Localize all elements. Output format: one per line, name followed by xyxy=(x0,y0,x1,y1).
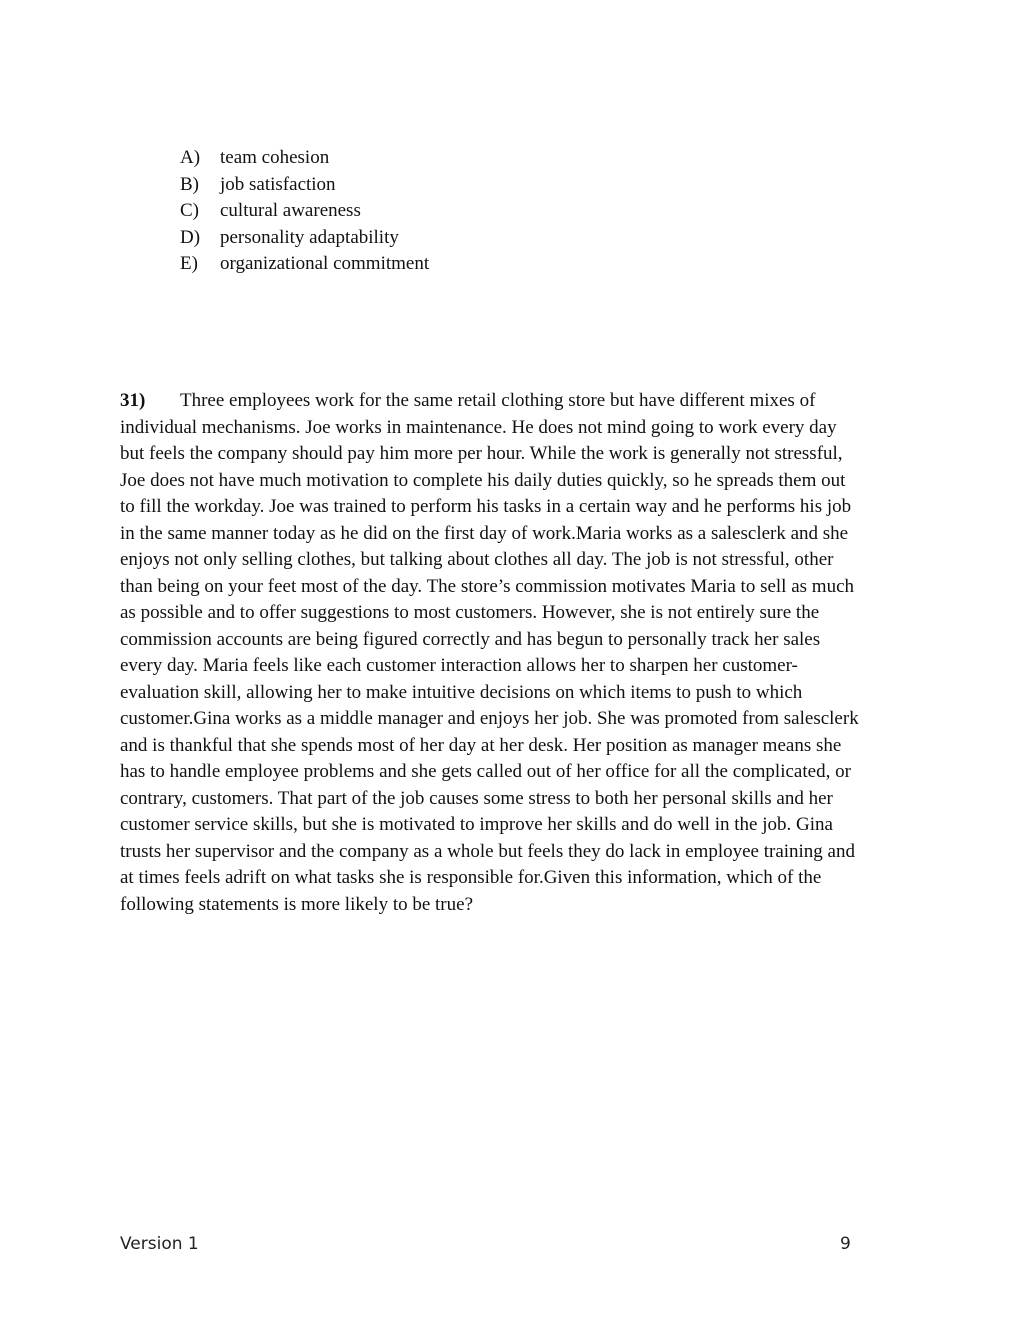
question-line: to fill the workday. Joe was trained to perform his tasks in a certain way and he performs his job xyxy=(120,496,852,517)
question-line: Joe does not have much motivation to complete his daily duties quickly, so he spreads them out xyxy=(120,469,846,491)
question-line: every day. Maria feels like each customer interaction allows her to sharpen her customer- xyxy=(120,655,798,676)
question-line: as possible and to offer suggestions to most customers. However, she is not entirely sure the xyxy=(120,602,820,623)
question-line: than being on your feet most of the day. The store’s commission motivates Maria to sell as much xyxy=(120,575,854,597)
question-line: commission accounts are being figured correctly and has begun to personally track her sales xyxy=(120,628,821,650)
question-line: trusts her supervisor and the company as a whole but feels they do lack in employee training and xyxy=(120,840,855,862)
choice-letter: B) xyxy=(180,173,199,195)
question-line: at times feels adrift on what tasks she is responsible for.Given this information, which of the xyxy=(120,867,822,888)
footer-version: Version 1 xyxy=(120,1234,199,1254)
question-line: following statements is more likely to be true? xyxy=(120,893,474,915)
question-line: contrary, customers. That part of the job causes some stress to both her personal skills and her xyxy=(120,787,833,809)
choice-letter: E) xyxy=(180,253,198,275)
choice-letter: D) xyxy=(180,226,201,248)
question-line: customer service skills, but she is motivated to improve her skills and do well in the job. Gina xyxy=(120,814,833,835)
choice-text: team cohesion xyxy=(220,147,330,168)
choice-text: organizational commitment xyxy=(220,253,430,275)
choice-letter: C) xyxy=(180,200,199,222)
answer-choice-list xyxy=(180,145,780,278)
answer-choice xyxy=(180,172,780,199)
question-line: but feels the company should pay him more per hour. While the work is generally not stressful, xyxy=(120,443,843,464)
answer-choice xyxy=(180,198,780,225)
choice-text: job satisfaction xyxy=(220,173,336,195)
question-number: 31) xyxy=(120,390,146,411)
question-line: in the same manner today as he did on the first day of work.Maria works as a salesclerk and she xyxy=(120,522,849,544)
footer-page-number: 9 xyxy=(840,1234,851,1254)
question-line: customer.Gina works as a middle manager and enjoys her job. She was promoted from salesclerk xyxy=(120,708,859,729)
answer-choice xyxy=(180,225,780,252)
answer-choice xyxy=(180,251,780,278)
question-line: and is thankful that she spends most of her day at her desk. Her position as manager means she xyxy=(120,734,842,756)
question-text: Three employees work for the same retail clothing store but have different mixes of xyxy=(180,390,816,411)
question-line xyxy=(120,388,900,415)
question-line: individual mechanisms. Joe works in maintenance. He does not mind going to work every day xyxy=(120,416,837,438)
choice-letter: A) xyxy=(180,147,201,168)
choice-text: cultural awareness xyxy=(220,200,361,222)
choice-text: personality adaptability xyxy=(220,226,399,248)
question-line: enjoys not only selling clothes, but talking about clothes all day. The job is not stressful, other xyxy=(120,549,834,570)
question-line: has to handle employee problems and she gets called out of her office for all the complicated, or xyxy=(120,761,851,782)
question-line: evaluation skill, allowing her to make intuitive decisions on which items to push to which xyxy=(120,681,803,703)
answer-choice xyxy=(180,145,780,172)
question-31 xyxy=(120,388,900,918)
